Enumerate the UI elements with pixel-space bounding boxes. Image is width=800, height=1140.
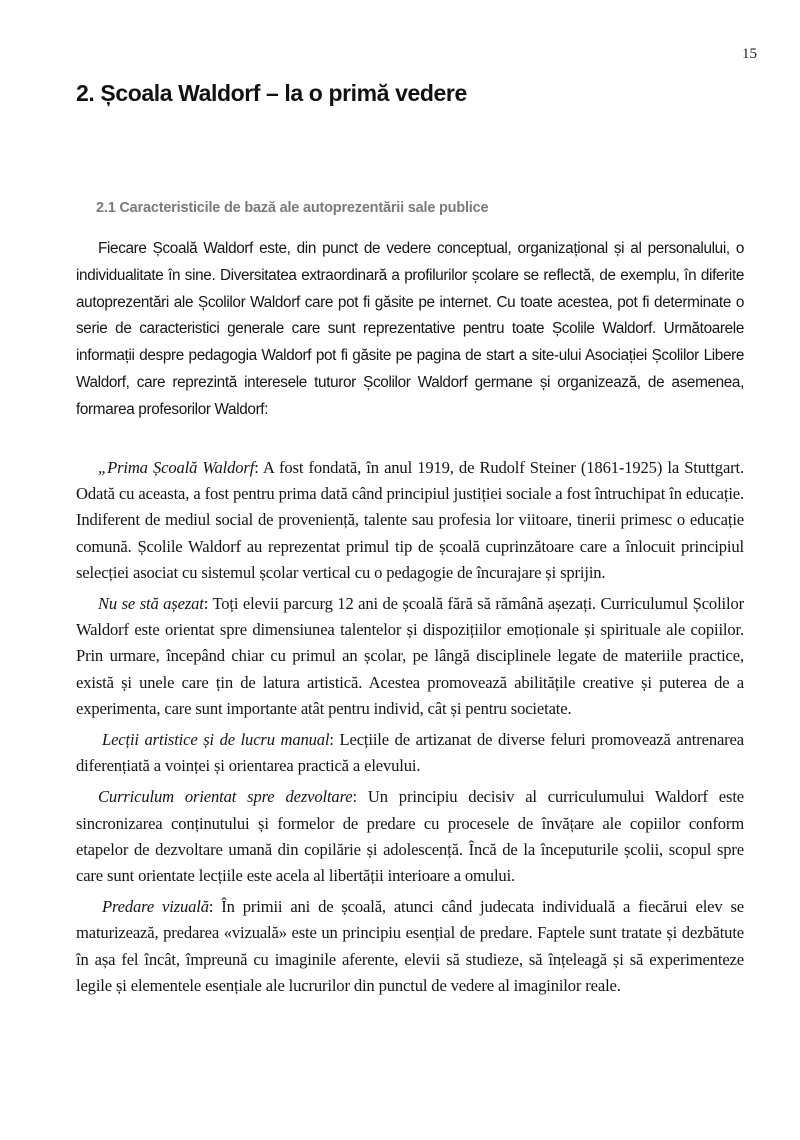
- intro-paragraph: Fiecare Școală Waldorf este, din punct de vedere conceptual, organizațional și al personalului, o individualitate în sine. Diversitatea extraordinară a profilurilor școlare se reflectă, de exemplu, în diferite autoprezentări ale Școlilor Waldorf care pot fi găsite pe internet. Cu toate acestea, pot fi determinate o serie de caracteristici generale care sunt reprezentative pentru toate Școlile Waldorf. Următoarele informații despre pedagogia Waldorf pot fi găsite pe pagina de start a site-ului Asociației Școlilor Libere Waldorf, care reprezintă interesele tuturor Școlilor Waldorf germane și organizează, de asemenea, formarea profesorilor Waldorf:: [76, 240, 744, 418]
- characteristic-artistic-lessons: [76, 727, 744, 779]
- characteristic-lead: Predare vizuală: [102, 897, 209, 917]
- quoted-characteristics: [76, 455, 744, 1004]
- characteristic-lead: „Prima Școală Waldorf: [98, 458, 255, 477]
- characteristic-lead: Lecții artistice și de lucru manual: [102, 730, 330, 750]
- characteristic-no-repeating: [76, 591, 744, 722]
- characteristic-text: : Un principiu decisiv al curriculumului Waldorf este sincronizarea conținutului și formelor de predare cu procesele de învățare ale copiilor conform etapelor de dezvoltare umană din copilărie și adolescență. Încă de la începuturile școlii, scopul spre care sunt orientate lecțiile este acela al libertății interioare a omului.: [76, 787, 745, 886]
- characteristic-developmental-curriculum: [76, 784, 744, 889]
- characteristic-text: : În primii ani de școală, atunci când judecata individuală a fiecărui elev se maturizează, predarea «vizuală» este un principiu esențial de predare. Faptele sunt tratate și dezbătute în așa fel încât, împreună cu imaginile aferente, elevii să studieze, să înțeleagă și să experimenteze legile și elementele esențiale ale lucrurilor din punctul de vedere al imaginilor reale.: [76, 897, 744, 995]
- characteristic-first-school: [76, 455, 744, 586]
- characteristic-text: : Lecțiile de artizanat de diverse feluri promovează antrenarea diferențiată a voinței și orientarea practică a elevului.: [76, 730, 744, 776]
- chapter-title: 2. Școala Waldorf – la o primă vedere: [76, 80, 467, 106]
- characteristic-lead: Curriculum orientat spre dezvoltare: [98, 787, 353, 807]
- page-number: 15: [742, 46, 757, 62]
- characteristic-text: : Toți elevii parcurg 12 ani de școală fără să rămână așezați. Curriculumul Școlilor Waldorf este orientat spre dimensiunea talentelor și dispozițiilor emoționale și spirituale ale copiilor. Prin urmare, începând chiar cu primul an școlar, pe lângă disciplinele legate de materiile practice, există și unele care țin de latura artistică. Acestea promovează abilitățile creative și puterea de a experimenta, care sunt importante atât pentru individ, cât și pentru societate.: [76, 594, 744, 718]
- characteristic-lead: Nu se stă așezat: [98, 594, 204, 614]
- characteristic-text: : A fost fondată, în anul 1919, de Rudolf Steiner (1861-1925) la Stuttgart. Odată cu aceasta, a fost pentru prima dată când principiul justiției sociale a fost întruchipat în educație. Indiferent de mediul social de proveniență, talente sau profesia lor viitoare, tinerii primesc o educație comună. Școlile Waldorf au reprezentat primul tip de școală cuprinzătoare care a înlocuit principiul selecției asociat cu sistemul școlar vertical cu o pedagogie de încurajare și sprijin.: [76, 458, 744, 582]
- characteristic-visual-teaching: [76, 894, 744, 999]
- section-title: 2.1 Caracteristicile de bază ale autoprezentării sale publice: [96, 200, 489, 216]
